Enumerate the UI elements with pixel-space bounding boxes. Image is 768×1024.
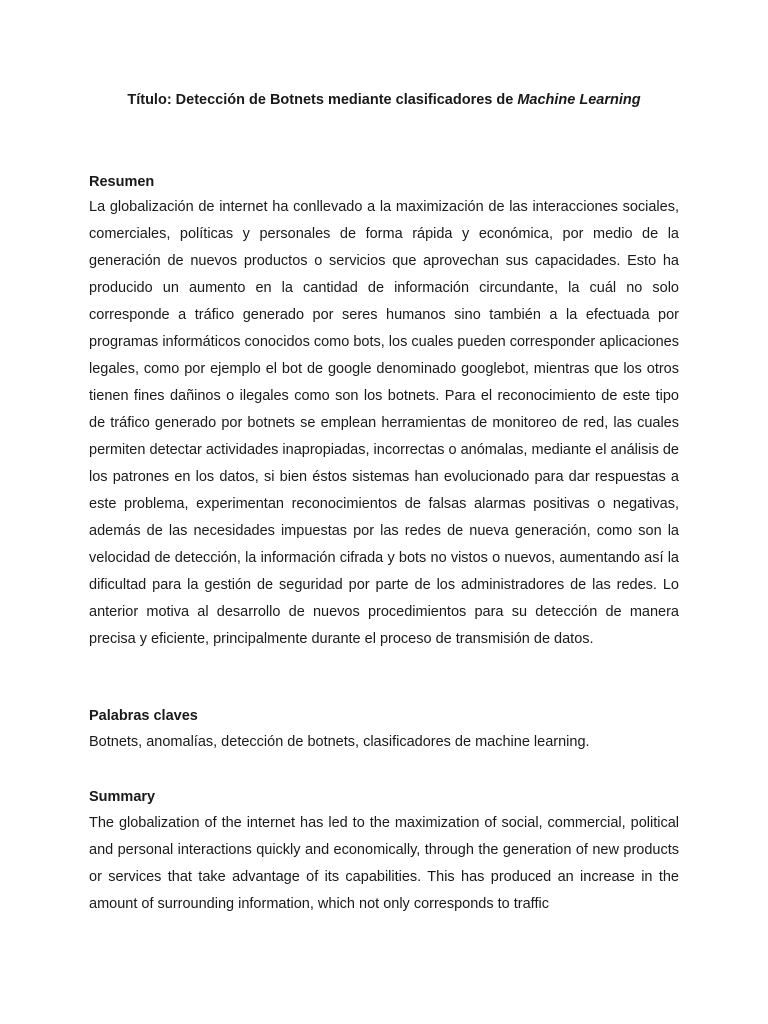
summary-heading: Summary (89, 789, 156, 805)
resumen-heading: Resumen (89, 174, 155, 190)
summary-paragraph: The globalization of the internet has led to the maximization of social, commercial, political and personal interactions quickly and economically, through the generation of new products or services that take advantage of its capabilities. This has produced an increase in the amount of surrounding information, which not only corresponds to traffic (89, 815, 679, 912)
document-title (89, 90, 679, 110)
keywords-paragraph: Botnets, anomalías, detección de botnets, clasificadores de machine learning. (89, 734, 590, 750)
title-italic-text: Machine Learning (517, 92, 641, 108)
keywords-heading: Palabras claves (89, 708, 198, 724)
resumen-paragraph: La globalización de internet ha conllevado a la maximización de las interacciones sociales, comerciales, políticas y personales de forma rápida y económica, por medio de la generación de nuevos productos o servicios que aprovechan sus capacidades. Esto ha producido un aumento en la cantidad de información circundante, la cuál no solo corresponde a tráfico generado por seres humanos sino también a la efectuada por programas informáticos conocidos como bots, los cuales pueden corresponder aplicaciones legales, como por ejemplo el bot de google denominado googlebot, mientras que los otros tienen fines dañinos o ilegales como son los botnets. Para el reconocimiento de este tipo de tráfico generado por botnets se emplean herramientas de monitoreo de red, las cuales permiten detectar actividades inapropiadas, incorrectas o anómalas, mediante el análisis de los patrones en los datos, si bien éstos sistemas han evolucionado para dar respuestas a este problema, experimentan reconocimientos de falsas alarmas positivas o negativas, además de las necesidades impuestas por las redes de nueva generación, como son la velocidad de detección, la información cifrada y bots no vistos o nuevos, aumentando así la dificultad para la gestión de seguridad por parte de los administradores de las redes. Lo anterior motiva al desarrollo de nuevos procedimientos para su detección de manera precisa y eficiente, principalmente durante el proceso de transmisión de datos. (89, 199, 679, 647)
title-text: Título: Detección de Botnets mediante clasificadores de (127, 92, 518, 108)
